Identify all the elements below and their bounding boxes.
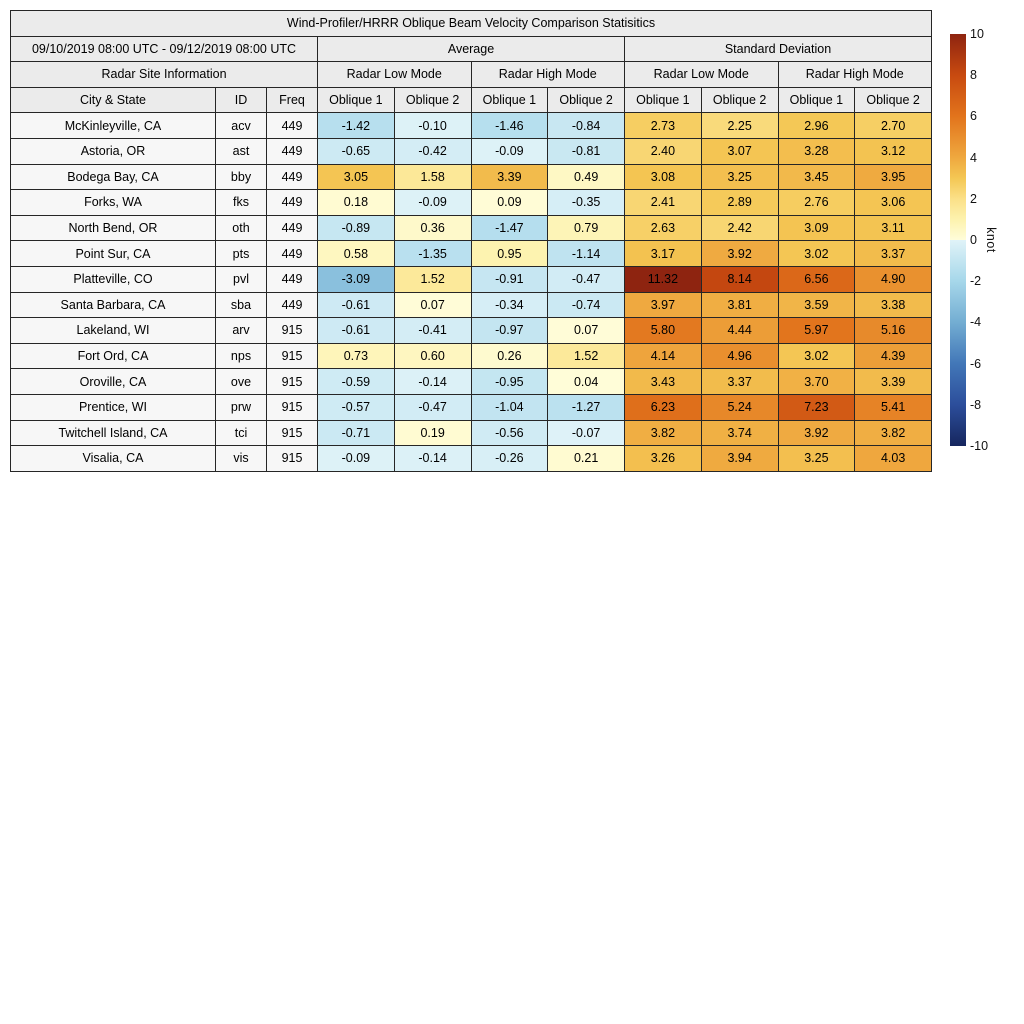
- colorbar-tick-label: -10: [970, 439, 989, 453]
- city-state-cell: Point Sur, CA: [11, 241, 216, 267]
- value-cell: -0.56: [471, 420, 548, 446]
- value-cell: 3.81: [701, 292, 778, 318]
- value-cell: 3.92: [778, 420, 855, 446]
- table-row: [11, 446, 932, 472]
- value-cell: 3.08: [625, 164, 702, 190]
- col-header-freq: Freq: [267, 87, 318, 113]
- table-row: [11, 190, 932, 216]
- value-cell: 3.07: [701, 138, 778, 164]
- colorbar-tick-label: 8: [970, 68, 977, 83]
- value-cell: 2.41: [625, 190, 702, 216]
- city-state-cell: Platteville, CO: [11, 266, 216, 292]
- city-state-cell: Forks, WA: [11, 190, 216, 216]
- value-cell: -0.14: [394, 446, 471, 472]
- site-freq-cell: 915: [267, 446, 318, 472]
- value-cell: -1.46: [471, 113, 548, 139]
- table-row: [11, 394, 932, 420]
- value-cell: 3.74: [701, 420, 778, 446]
- value-cell: 3.17: [625, 241, 702, 267]
- value-cell: 4.14: [625, 343, 702, 369]
- value-cell: -0.61: [318, 292, 395, 318]
- site-id-cell: tci: [216, 420, 267, 446]
- value-cell: 3.59: [778, 292, 855, 318]
- site-id-cell: acv: [216, 113, 267, 139]
- site-id-cell: ove: [216, 369, 267, 395]
- col-header-oblique1: Oblique 1: [778, 87, 855, 113]
- std-dev-group-label: Standard Deviation: [625, 36, 932, 62]
- value-cell: 3.25: [778, 446, 855, 472]
- colorbar-tick-label: 10: [970, 27, 984, 41]
- col-header-oblique2: Oblique 2: [394, 87, 471, 113]
- value-cell: 0.18: [318, 190, 395, 216]
- value-cell: 4.96: [701, 343, 778, 369]
- date-range-label: 09/10/2019 08:00 UTC - 09/12/2019 08:00 UTC: [11, 36, 318, 62]
- value-cell: 3.05: [318, 164, 395, 190]
- value-cell: -0.95: [471, 369, 548, 395]
- table-row: [11, 241, 932, 267]
- value-cell: 3.82: [625, 420, 702, 446]
- site-freq-cell: 915: [267, 420, 318, 446]
- city-state-cell: Twitchell Island, CA: [11, 420, 216, 446]
- value-cell: 1.58: [394, 164, 471, 190]
- table-row: [11, 215, 932, 241]
- value-cell: 4.44: [701, 318, 778, 344]
- colorbar-tick-label: -4: [970, 315, 982, 330]
- value-cell: -0.09: [318, 446, 395, 472]
- value-cell: -0.65: [318, 138, 395, 164]
- site-freq-cell: 449: [267, 266, 318, 292]
- site-freq-cell: 915: [267, 369, 318, 395]
- value-cell: -0.07: [548, 420, 625, 446]
- value-cell: 0.07: [394, 292, 471, 318]
- value-cell: -0.47: [548, 266, 625, 292]
- value-cell: 3.43: [625, 369, 702, 395]
- value-cell: 5.24: [701, 394, 778, 420]
- colorbar-tick-label: -2: [970, 274, 982, 289]
- table-row: [11, 113, 932, 139]
- std-high-mode-label: Radar High Mode: [778, 62, 932, 88]
- value-cell: -3.09: [318, 266, 395, 292]
- value-cell: 0.95: [471, 241, 548, 267]
- colorbar-unit-label: knot: [984, 227, 998, 253]
- value-cell: 0.26: [471, 343, 548, 369]
- average-group-label: Average: [318, 36, 625, 62]
- city-state-cell: Prentice, WI: [11, 394, 216, 420]
- avg-high-mode-label: Radar High Mode: [471, 62, 625, 88]
- value-cell: 3.12: [855, 138, 932, 164]
- value-cell: 4.03: [855, 446, 932, 472]
- value-cell: 3.09: [778, 215, 855, 241]
- std-low-mode-label: Radar Low Mode: [625, 62, 779, 88]
- col-header-id: ID: [216, 87, 267, 113]
- col-header-oblique1: Oblique 1: [318, 87, 395, 113]
- site-freq-cell: 449: [267, 138, 318, 164]
- value-cell: -0.26: [471, 446, 548, 472]
- value-cell: 2.63: [625, 215, 702, 241]
- value-cell: -0.47: [394, 394, 471, 420]
- value-cell: -0.41: [394, 318, 471, 344]
- site-id-cell: arv: [216, 318, 267, 344]
- value-cell: 2.96: [778, 113, 855, 139]
- value-cell: 2.70: [855, 113, 932, 139]
- value-cell: -0.10: [394, 113, 471, 139]
- site-freq-cell: 449: [267, 241, 318, 267]
- table-row: [11, 343, 932, 369]
- value-cell: -0.09: [394, 190, 471, 216]
- city-state-cell: Astoria, OR: [11, 138, 216, 164]
- colorbar-tick-label: 4: [970, 150, 977, 165]
- value-cell: 3.02: [778, 241, 855, 267]
- value-cell: 0.07: [548, 318, 625, 344]
- site-freq-cell: 449: [267, 190, 318, 216]
- table-row: [11, 138, 932, 164]
- value-cell: -0.74: [548, 292, 625, 318]
- value-cell: -0.34: [471, 292, 548, 318]
- col-header-oblique1: Oblique 1: [471, 87, 548, 113]
- table-row: [11, 318, 932, 344]
- table-row: [11, 369, 932, 395]
- value-cell: -1.14: [548, 241, 625, 267]
- table-row: [11, 292, 932, 318]
- colorbar-tick-label: -8: [970, 397, 982, 412]
- value-cell: -0.97: [471, 318, 548, 344]
- city-state-cell: Lakeland, WI: [11, 318, 216, 344]
- value-cell: 2.40: [625, 138, 702, 164]
- value-cell: 7.23: [778, 394, 855, 420]
- value-cell: 0.04: [548, 369, 625, 395]
- table-body: [11, 113, 932, 471]
- group-header-row: [11, 36, 932, 62]
- colorbar-tick-label: 6: [970, 109, 977, 124]
- value-cell: -1.47: [471, 215, 548, 241]
- site-id-cell: sba: [216, 292, 267, 318]
- site-freq-cell: 449: [267, 113, 318, 139]
- value-cell: 3.45: [778, 164, 855, 190]
- colorbar-tick-label: 2: [970, 191, 977, 206]
- value-cell: 3.39: [855, 369, 932, 395]
- col-header-oblique2: Oblique 2: [548, 87, 625, 113]
- value-cell: -1.35: [394, 241, 471, 267]
- value-cell: -0.42: [394, 138, 471, 164]
- value-cell: -0.81: [548, 138, 625, 164]
- value-cell: 3.92: [701, 241, 778, 267]
- value-cell: 2.42: [701, 215, 778, 241]
- colorbar-tick-label: -6: [970, 356, 982, 371]
- site-id-cell: nps: [216, 343, 267, 369]
- value-cell: 3.37: [701, 369, 778, 395]
- avg-low-mode-label: Radar Low Mode: [318, 62, 472, 88]
- site-id-cell: prw: [216, 394, 267, 420]
- site-info-label: Radar Site Information: [11, 62, 318, 88]
- value-cell: 0.60: [394, 343, 471, 369]
- value-cell: 5.97: [778, 318, 855, 344]
- value-cell: 3.70: [778, 369, 855, 395]
- value-cell: 2.73: [625, 113, 702, 139]
- city-state-cell: Bodega Bay, CA: [11, 164, 216, 190]
- table-row: [11, 420, 932, 446]
- value-cell: -0.09: [471, 138, 548, 164]
- col-header-oblique2: Oblique 2: [701, 87, 778, 113]
- city-state-cell: Santa Barbara, CA: [11, 292, 216, 318]
- col-header-oblique2: Oblique 2: [855, 87, 932, 113]
- city-state-cell: McKinleyville, CA: [11, 113, 216, 139]
- value-cell: 3.97: [625, 292, 702, 318]
- site-freq-cell: 915: [267, 343, 318, 369]
- value-cell: -0.35: [548, 190, 625, 216]
- value-cell: 3.39: [471, 164, 548, 190]
- value-cell: 0.21: [548, 446, 625, 472]
- site-freq-cell: 449: [267, 215, 318, 241]
- value-cell: 3.25: [701, 164, 778, 190]
- colorbar-gradient: [950, 34, 966, 446]
- city-state-cell: Fort Ord, CA: [11, 343, 216, 369]
- value-cell: 0.49: [548, 164, 625, 190]
- value-cell: 2.76: [778, 190, 855, 216]
- value-cell: 5.16: [855, 318, 932, 344]
- value-cell: 3.26: [625, 446, 702, 472]
- value-cell: -0.84: [548, 113, 625, 139]
- value-cell: 3.28: [778, 138, 855, 164]
- value-cell: 0.36: [394, 215, 471, 241]
- value-cell: 0.79: [548, 215, 625, 241]
- value-cell: 2.25: [701, 113, 778, 139]
- value-cell: 3.38: [855, 292, 932, 318]
- colorbar-tick-label: 0: [970, 233, 977, 247]
- site-freq-cell: 449: [267, 292, 318, 318]
- value-cell: 8.14: [701, 266, 778, 292]
- value-cell: 6.23: [625, 394, 702, 420]
- column-header-row: [11, 87, 932, 113]
- value-cell: -0.91: [471, 266, 548, 292]
- value-cell: 3.37: [855, 241, 932, 267]
- value-cell: 3.06: [855, 190, 932, 216]
- site-freq-cell: 915: [267, 318, 318, 344]
- value-cell: 6.56: [778, 266, 855, 292]
- value-cell: -0.71: [318, 420, 395, 446]
- value-cell: -0.61: [318, 318, 395, 344]
- col-header-oblique1: Oblique 1: [625, 87, 702, 113]
- city-state-cell: Oroville, CA: [11, 369, 216, 395]
- table-row: [11, 266, 932, 292]
- city-state-cell: North Bend, OR: [11, 215, 216, 241]
- value-cell: 3.82: [855, 420, 932, 446]
- site-id-cell: bby: [216, 164, 267, 190]
- value-cell: 2.89: [701, 190, 778, 216]
- value-cell: 3.94: [701, 446, 778, 472]
- site-id-cell: pvl: [216, 266, 267, 292]
- table-row: [11, 164, 932, 190]
- mode-header-row: [11, 62, 932, 88]
- value-cell: 5.41: [855, 394, 932, 420]
- value-cell: -0.14: [394, 369, 471, 395]
- figure-title: Wind-Profiler/HRRR Oblique Beam Velocity Comparison Statisitics: [11, 11, 932, 37]
- title-row: [11, 11, 932, 37]
- value-cell: 3.95: [855, 164, 932, 190]
- value-cell: -1.04: [471, 394, 548, 420]
- site-freq-cell: 449: [267, 164, 318, 190]
- value-cell: 1.52: [394, 266, 471, 292]
- value-cell: 11.32: [625, 266, 702, 292]
- value-cell: 4.39: [855, 343, 932, 369]
- value-cell: 3.02: [778, 343, 855, 369]
- site-id-cell: ast: [216, 138, 267, 164]
- value-cell: 4.90: [855, 266, 932, 292]
- comparison-statistics-table: [10, 10, 932, 472]
- site-id-cell: fks: [216, 190, 267, 216]
- site-id-cell: oth: [216, 215, 267, 241]
- value-cell: -0.57: [318, 394, 395, 420]
- value-cell: -0.59: [318, 369, 395, 395]
- value-cell: 5.80: [625, 318, 702, 344]
- value-cell: -1.42: [318, 113, 395, 139]
- site-freq-cell: 915: [267, 394, 318, 420]
- value-cell: 0.19: [394, 420, 471, 446]
- value-cell: 0.09: [471, 190, 548, 216]
- value-cell: -1.27: [548, 394, 625, 420]
- col-header-city-state: City & State: [11, 87, 216, 113]
- value-cell: 1.52: [548, 343, 625, 369]
- site-id-cell: vis: [216, 446, 267, 472]
- value-cell: 3.11: [855, 215, 932, 241]
- city-state-cell: Visalia, CA: [11, 446, 216, 472]
- value-cell: -0.89: [318, 215, 395, 241]
- value-cell: 0.73: [318, 343, 395, 369]
- value-cell: 0.58: [318, 241, 395, 267]
- site-id-cell: pts: [216, 241, 267, 267]
